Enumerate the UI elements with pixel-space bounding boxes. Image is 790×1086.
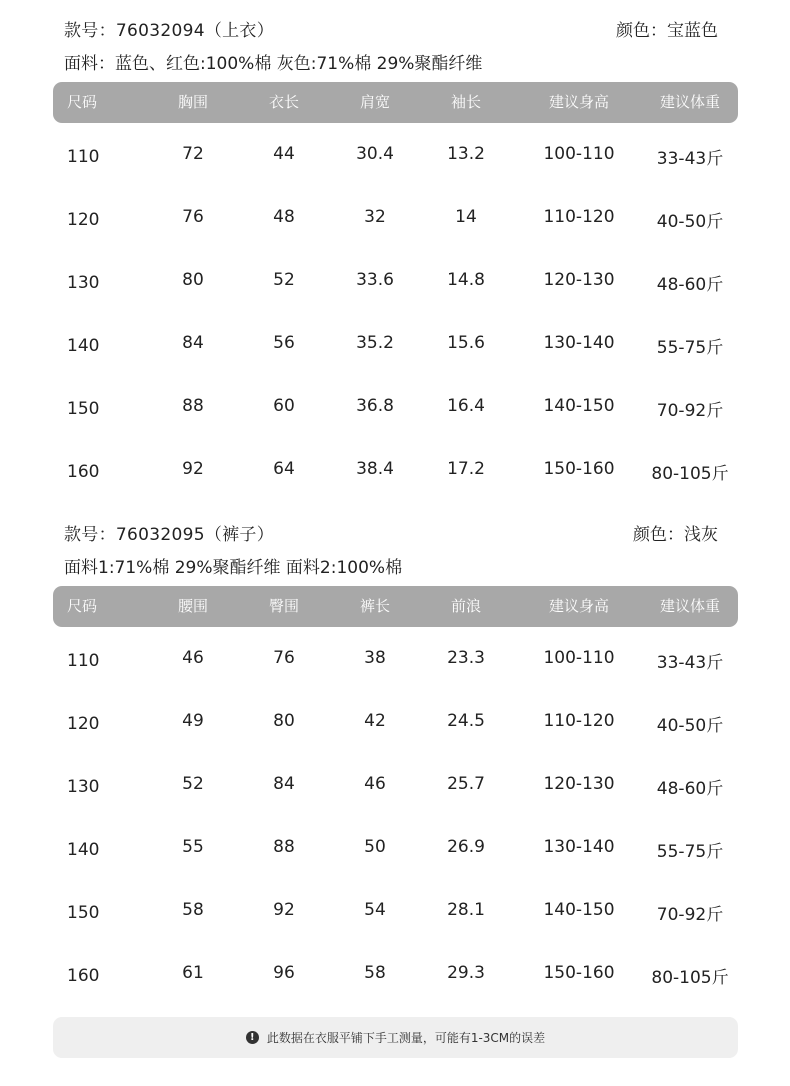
tops-color: 颜色：宝蓝色 [616, 21, 718, 41]
tops-header-cell: 建议身高 [548, 93, 610, 111]
table-cell: 56 [273, 333, 295, 353]
table-row [0, 711, 790, 774]
table-cell: 140-150 [543, 900, 615, 920]
table-cell: 150-160 [543, 963, 615, 983]
table-cell: 55 [182, 837, 204, 857]
tops-header-cell: 肩宽 [359, 93, 391, 111]
pants-color: 颜色：浅灰 [633, 525, 718, 545]
table-cell: 48 [273, 207, 295, 227]
table-cell: 80-105斤 [651, 464, 729, 484]
pants-header-cell: 臀围 [268, 597, 300, 615]
pants-header-cell: 裤长 [359, 597, 391, 615]
table-cell: 64 [273, 459, 295, 479]
table-cell: 110 [67, 147, 100, 167]
table-cell: 25.7 [447, 774, 485, 794]
table-cell: 15.6 [447, 333, 485, 353]
table-cell: 32 [364, 207, 386, 227]
table-row [0, 396, 790, 459]
tops-header-cell: 衣长 [268, 93, 300, 111]
table-cell: 130-140 [543, 837, 615, 857]
tops-table-header [53, 82, 738, 123]
pants-fabric: 面料1:71%棉 29%聚酯纤维 面料2:100%棉 [64, 558, 403, 578]
table-cell: 42 [364, 711, 386, 731]
pants-header-cell: 腰围 [177, 597, 209, 615]
table-row [0, 459, 790, 522]
table-cell: 26.9 [447, 837, 485, 857]
table-cell: 84 [273, 774, 295, 794]
pants-header-cell: 建议体重 [659, 597, 721, 615]
table-cell: 80 [182, 270, 204, 290]
table-cell: 50 [364, 837, 386, 857]
table-cell: 46 [364, 774, 386, 794]
table-cell: 110-120 [543, 711, 615, 731]
table-cell: 30.4 [356, 144, 394, 164]
table-cell: 70-92斤 [656, 401, 724, 421]
table-row [0, 270, 790, 333]
tops-header-cell: 袖长 [450, 93, 482, 111]
table-cell: 96 [273, 963, 295, 983]
table-cell: 160 [67, 462, 100, 482]
tops-header-cell: 建议体重 [659, 93, 721, 111]
table-cell: 54 [364, 900, 386, 920]
pants-table-header [53, 586, 738, 627]
table-cell: 13.2 [447, 144, 485, 164]
table-cell: 33.6 [356, 270, 394, 290]
table-cell: 88 [273, 837, 295, 857]
table-cell: 48-60斤 [656, 779, 724, 799]
table-cell: 46 [182, 648, 204, 668]
table-cell: 76 [182, 207, 204, 227]
table-cell: 100-110 [543, 648, 615, 668]
pants-header-cell: 建议身高 [548, 597, 610, 615]
table-cell: 72 [182, 144, 204, 164]
exclamation-circle-icon: ! [246, 1031, 259, 1044]
table-cell: 38.4 [356, 459, 394, 479]
table-row [0, 144, 790, 207]
table-cell: 28.1 [447, 900, 485, 920]
table-cell: 150-160 [543, 459, 615, 479]
table-cell: 14.8 [447, 270, 485, 290]
table-cell: 120 [67, 714, 100, 734]
table-cell: 80-105斤 [651, 968, 729, 988]
table-cell: 29.3 [447, 963, 485, 983]
table-cell: 130-140 [543, 333, 615, 353]
tops-header-cell: 尺码 [67, 93, 98, 111]
table-cell: 120-130 [543, 270, 615, 290]
table-cell: 40-50斤 [656, 716, 724, 736]
table-cell: 84 [182, 333, 204, 353]
table-cell: 70-92斤 [656, 905, 724, 925]
table-cell: 130 [67, 273, 100, 293]
measurement-note-text: 此数据在衣服平铺下手工测量，可能有1-3CM的误差 [266, 1031, 546, 1045]
table-cell: 120 [67, 210, 100, 230]
table-cell: 150 [67, 399, 100, 419]
pants-header-cell: 尺码 [67, 597, 98, 615]
table-cell: 52 [182, 774, 204, 794]
table-cell: 130 [67, 777, 100, 797]
table-row [0, 774, 790, 837]
table-cell: 49 [182, 711, 204, 731]
table-cell: 150 [67, 903, 100, 923]
table-cell: 40-50斤 [656, 212, 724, 232]
table-cell: 24.5 [447, 711, 485, 731]
table-cell: 80 [273, 711, 295, 731]
table-row [0, 837, 790, 900]
table-cell: 140-150 [543, 396, 615, 416]
tops-fabric: 面料：蓝色、红色:100%棉 灰色:71%棉 29%聚酯纤维 [64, 54, 483, 74]
measurement-note [53, 1017, 738, 1058]
table-cell: 76 [273, 648, 295, 668]
table-cell: 16.4 [447, 396, 485, 416]
table-cell: 58 [364, 963, 386, 983]
table-cell: 23.3 [447, 648, 485, 668]
table-cell: 140 [67, 336, 100, 356]
table-cell: 60 [273, 396, 295, 416]
table-cell: 38 [364, 648, 386, 668]
table-cell: 160 [67, 966, 100, 986]
table-cell: 58 [182, 900, 204, 920]
table-cell: 55-75斤 [656, 338, 724, 358]
tops-style-number: 款号：76032094（上衣） [64, 21, 275, 41]
table-cell: 14 [455, 207, 477, 227]
table-cell: 52 [273, 270, 295, 290]
pants-header-cell: 前浪 [450, 597, 482, 615]
tops-header-cell: 胸围 [177, 93, 209, 111]
table-cell: 33-43斤 [656, 653, 724, 673]
table-row [0, 900, 790, 963]
pants-style-number: 款号：76032095（裤子） [64, 525, 275, 545]
table-cell: 61 [182, 963, 204, 983]
table-cell: 110-120 [543, 207, 615, 227]
table-row [0, 333, 790, 396]
table-cell: 55-75斤 [656, 842, 724, 862]
table-cell: 110 [67, 651, 100, 671]
table-cell: 48-60斤 [656, 275, 724, 295]
table-cell: 92 [182, 459, 204, 479]
table-cell: 92 [273, 900, 295, 920]
table-cell: 140 [67, 840, 100, 860]
table-cell: 100-110 [543, 144, 615, 164]
table-cell: 44 [273, 144, 295, 164]
table-row [0, 207, 790, 270]
table-cell: 88 [182, 396, 204, 416]
table-cell: 35.2 [356, 333, 394, 353]
table-cell: 17.2 [447, 459, 485, 479]
table-cell: 36.8 [356, 396, 394, 416]
table-row [0, 648, 790, 711]
table-cell: 120-130 [543, 774, 615, 794]
table-cell: 33-43斤 [656, 149, 724, 169]
